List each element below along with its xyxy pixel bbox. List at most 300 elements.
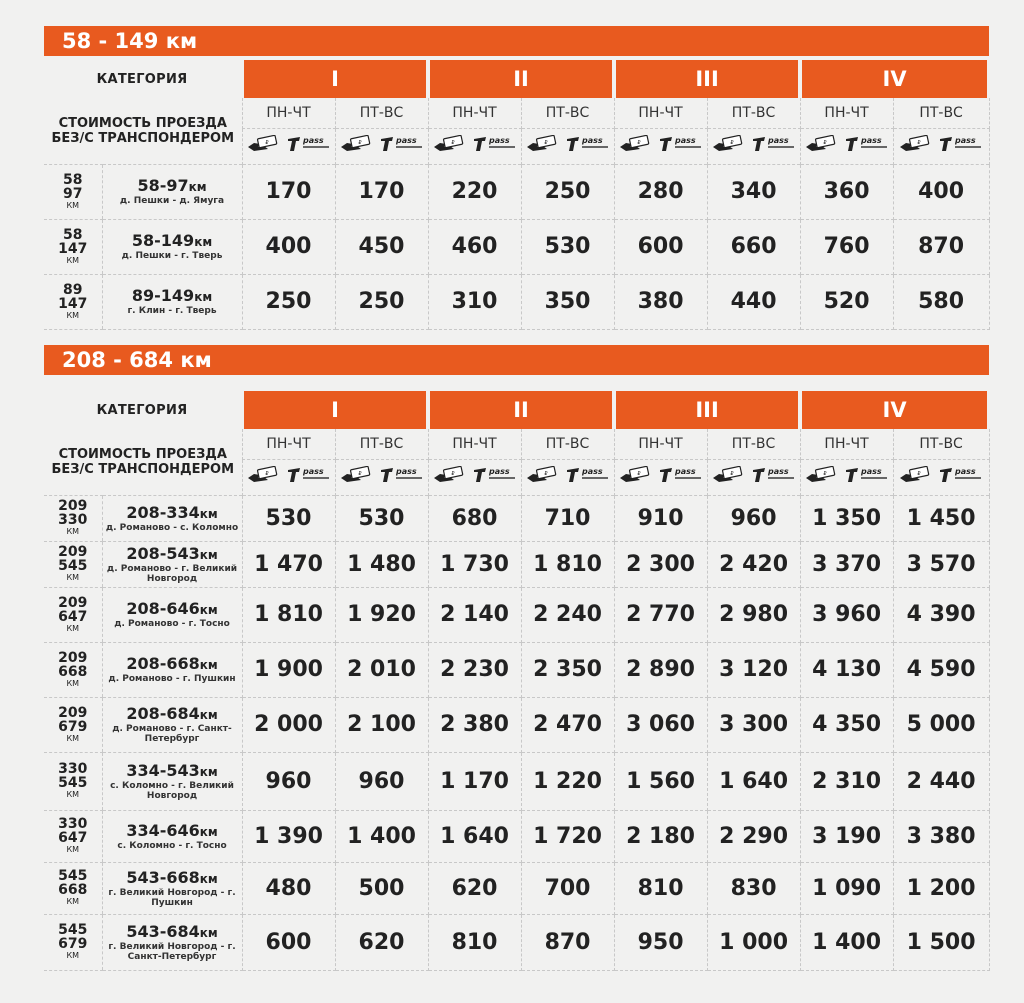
route-unit: км — [199, 708, 218, 722]
svg-text:pass: pass — [581, 467, 603, 476]
route-unit: км — [199, 506, 218, 521]
transponder-icon — [938, 135, 984, 157]
svg-text:₽: ₽ — [357, 471, 362, 477]
svg-text:₽: ₽ — [822, 471, 827, 477]
route-cell — [102, 697, 242, 752]
price-cell: 5 000 — [893, 697, 989, 752]
day-range-label: ПТ-ВС — [521, 429, 614, 459]
svg-text:₽: ₽ — [264, 140, 269, 146]
price-cell: 2 140 — [428, 587, 521, 642]
km-to: 545 — [58, 558, 88, 574]
route-range: 208-646 — [126, 599, 200, 618]
tariff-row — [44, 495, 989, 541]
route-cell — [102, 752, 242, 810]
svg-text:₽: ₽ — [636, 471, 641, 477]
price-cell: 1 500 — [893, 914, 989, 970]
category-header: IV — [800, 391, 989, 429]
price-cell: 1 560 — [614, 752, 707, 810]
svg-text:pass: pass — [767, 136, 789, 145]
price-cell: 2 470 — [521, 697, 614, 752]
price-cell: 530 — [335, 495, 428, 541]
route-description: д. Пешки - д. Ямуга — [119, 196, 225, 206]
cash-payment-icon — [898, 135, 932, 157]
price-cell: 530 — [521, 219, 614, 274]
cash-payment-icon — [711, 466, 745, 488]
price-cell: 450 — [335, 219, 428, 274]
price-cell: 2 310 — [800, 752, 893, 810]
svg-text:₽: ₽ — [264, 471, 269, 477]
route-cell — [102, 495, 242, 541]
price-cell: 810 — [614, 862, 707, 914]
payment-methods — [428, 128, 521, 164]
price-cell: 170 — [335, 164, 428, 219]
km-marker — [44, 697, 102, 752]
route-cell — [102, 642, 242, 697]
price-cell: 620 — [428, 862, 521, 914]
km-to: 147 — [58, 295, 88, 312]
price-cell: 580 — [893, 274, 989, 329]
km-from: 209 — [58, 498, 88, 514]
price-cell: 530 — [242, 495, 335, 541]
category-label: КАТЕГОРИЯ — [96, 71, 188, 87]
route-description: д. Пешки - г. Тверь — [121, 251, 223, 261]
transponder-icon — [751, 466, 797, 488]
price-cell: 3 380 — [893, 810, 989, 862]
km-from: 58 — [63, 226, 83, 243]
svg-text:₽: ₽ — [450, 471, 455, 477]
category-header: III — [614, 391, 800, 429]
price-cell: 710 — [521, 495, 614, 541]
payment-methods — [893, 128, 989, 164]
price-cell: 460 — [428, 219, 521, 274]
svg-text:₽: ₽ — [729, 140, 734, 146]
category-header: II — [428, 391, 614, 429]
tariff-row — [44, 752, 989, 810]
price-cell: 2 890 — [614, 642, 707, 697]
cash-payment-icon — [525, 466, 559, 488]
day-range-label: ПТ-ВС — [521, 98, 614, 128]
transponder-icon — [379, 135, 425, 157]
route-range: 89-149 — [131, 286, 195, 305]
payment-methods — [707, 128, 800, 164]
price-cell: 680 — [428, 495, 521, 541]
day-range-label: ПТ-ВС — [335, 98, 428, 128]
category-label: КАТЕГОРИЯ — [96, 402, 188, 418]
price-cell: 4 350 — [800, 697, 893, 752]
price-cell: 1 450 — [893, 495, 989, 541]
transponder-icon — [286, 466, 332, 488]
price-cell: 3 120 — [707, 642, 800, 697]
svg-text:pass: pass — [488, 136, 510, 145]
price-cell: 1 720 — [521, 810, 614, 862]
price-cell: 520 — [800, 274, 893, 329]
category-header: I — [242, 391, 428, 429]
price-cell: 480 — [242, 862, 335, 914]
cost-label: СТОИМОСТЬ ПРОЕЗДА БЕЗ/С ТРАНСПОНДЕРОМ — [51, 446, 235, 477]
route-range: 543-668 — [126, 867, 200, 887]
km-marker — [44, 219, 102, 274]
km-to: 679 — [58, 936, 88, 952]
km-marker — [44, 810, 102, 862]
transponder-icon — [379, 466, 425, 488]
km-from: 330 — [58, 816, 88, 832]
route-unit: км — [199, 925, 218, 940]
transponder-icon — [658, 135, 704, 157]
fare-table — [44, 60, 991, 330]
price-cell: 950 — [614, 914, 707, 970]
price-cell: 3 570 — [893, 541, 989, 587]
km-marker — [44, 752, 102, 810]
price-cell: 310 — [428, 274, 521, 329]
km-marker — [44, 495, 102, 541]
cash-payment-icon — [525, 135, 559, 157]
payment-methods — [521, 128, 614, 164]
km-marker — [44, 862, 102, 914]
price-cell: 4 130 — [800, 642, 893, 697]
tariff-row — [44, 164, 989, 219]
price-cell: 170 — [242, 164, 335, 219]
transponder-icon — [751, 135, 797, 157]
route-description: д. Романово - с. Коломно — [105, 522, 239, 533]
svg-text:pass: pass — [860, 136, 882, 145]
price-cell: 600 — [242, 914, 335, 970]
km-to: 668 — [58, 882, 88, 898]
category-header: III — [614, 60, 800, 98]
price-cell: 2 980 — [707, 587, 800, 642]
svg-text:pass: pass — [955, 467, 976, 476]
price-cell: 2 180 — [614, 810, 707, 862]
km-to: 679 — [58, 718, 88, 735]
payment-methods — [614, 459, 707, 495]
price-cell: 1 350 — [800, 495, 893, 541]
km-marker — [44, 914, 102, 970]
route-range: 208-684 — [126, 704, 200, 723]
price-cell: 340 — [707, 164, 800, 219]
route-unit: км — [199, 871, 218, 886]
km-from: 209 — [58, 594, 88, 611]
payment-methods — [707, 459, 800, 495]
svg-text:₽: ₽ — [543, 471, 548, 477]
section-title-bar: 58 - 149 км — [44, 26, 989, 56]
route-unit: км — [188, 180, 207, 194]
payment-methods — [800, 128, 893, 164]
km-to: 545 — [58, 775, 88, 791]
tariff-row — [44, 642, 989, 697]
price-cell: 1 480 — [335, 541, 428, 587]
km-from: 545 — [58, 868, 88, 884]
km-from: 209 — [58, 544, 88, 560]
km-from: 545 — [58, 922, 88, 938]
route-unit: км — [194, 290, 213, 304]
category-header: IV — [800, 60, 989, 98]
svg-text:₽: ₽ — [822, 140, 827, 146]
day-range-label: ПН-ЧТ — [242, 429, 335, 459]
km-unit: КМ — [66, 623, 80, 633]
tariff-row — [44, 862, 989, 914]
tariff-row — [44, 697, 989, 752]
cash-payment-icon — [339, 466, 373, 488]
price-cell: 250 — [242, 274, 335, 329]
price-cell: 2 300 — [614, 541, 707, 587]
price-cell: 2 770 — [614, 587, 707, 642]
route-range: 334-543 — [126, 760, 200, 780]
day-range-label: ПТ-ВС — [893, 98, 989, 128]
route-cell — [102, 914, 242, 970]
price-cell: 400 — [242, 219, 335, 274]
transponder-icon — [286, 135, 332, 157]
price-cell: 910 — [614, 495, 707, 541]
tariff-row — [44, 541, 989, 587]
route-description: д. Романово - г. Санкт-Петербург — [112, 724, 232, 744]
price-cell: 220 — [428, 164, 521, 219]
price-cell: 1 400 — [335, 810, 428, 862]
day-range-label: ПН-ЧТ — [614, 429, 707, 459]
cost-label: СТОИМОСТЬ ПРОЕЗДА БЕЗ/С ТРАНСПОНДЕРОМ — [51, 115, 235, 146]
day-range-label: ПН-ЧТ — [242, 98, 335, 128]
km-to: 647 — [58, 608, 88, 625]
svg-text:pass: pass — [302, 136, 324, 145]
route-cell — [102, 810, 242, 862]
payment-methods — [614, 128, 707, 164]
cash-payment-icon — [898, 466, 932, 488]
km-from: 330 — [58, 761, 88, 777]
route-description: с. Коломно - г. Великий Новгород — [110, 780, 234, 801]
price-cell: 1 900 — [242, 642, 335, 697]
transponder-icon — [844, 135, 890, 157]
route-cell — [102, 541, 242, 587]
price-cell: 1 810 — [242, 587, 335, 642]
category-header: II — [428, 60, 614, 98]
cash-payment-icon — [432, 135, 466, 157]
svg-text:₽: ₽ — [543, 140, 548, 146]
payment-methods — [242, 128, 335, 164]
price-cell: 1 220 — [521, 752, 614, 810]
day-range-label: ПН-ЧТ — [800, 98, 893, 128]
day-range-label: ПН-ЧТ — [800, 429, 893, 459]
km-unit: КМ — [66, 200, 80, 210]
tariff-row — [44, 587, 989, 642]
svg-text:pass: pass — [395, 136, 417, 145]
route-cell — [102, 274, 242, 329]
route-cell — [102, 862, 242, 914]
payment-methods — [521, 459, 614, 495]
day-range-label: ПН-ЧТ — [428, 98, 521, 128]
price-cell: 870 — [521, 914, 614, 970]
price-cell: 2 000 — [242, 697, 335, 752]
cash-payment-icon — [618, 466, 652, 488]
route-cell — [102, 587, 242, 642]
price-cell: 2 230 — [428, 642, 521, 697]
route-description: г. Великий Новгород - г. Пушкин — [108, 887, 236, 908]
cash-payment-icon — [804, 466, 838, 488]
svg-text:pass: pass — [488, 467, 510, 476]
km-unit: КМ — [66, 527, 80, 536]
price-cell: 960 — [242, 752, 335, 810]
svg-text:pass: pass — [674, 136, 696, 145]
price-cell: 350 — [521, 274, 614, 329]
price-cell: 3 960 — [800, 587, 893, 642]
km-unit: КМ — [66, 951, 80, 960]
day-range-label: ПН-ЧТ — [614, 98, 707, 128]
transponder-icon — [472, 135, 518, 157]
payment-methods — [335, 128, 428, 164]
svg-text:₽: ₽ — [917, 140, 921, 146]
km-unit: КМ — [66, 790, 80, 799]
route-description: д. Романово - г. Пушкин — [108, 674, 236, 684]
price-cell: 3 190 — [800, 810, 893, 862]
price-cell: 870 — [893, 219, 989, 274]
svg-text:pass: pass — [767, 467, 789, 476]
svg-text:₽: ₽ — [917, 471, 921, 477]
price-cell: 280 — [614, 164, 707, 219]
route-range: 208-334 — [126, 502, 200, 522]
route-description: д. Романово - г. Великий Новгород — [106, 563, 238, 584]
svg-text:pass: pass — [860, 467, 882, 476]
price-cell: 4 390 — [893, 587, 989, 642]
route-unit: км — [199, 764, 218, 779]
km-from: 89 — [63, 281, 83, 298]
route-description: г. Клин - г. Тверь — [127, 306, 217, 316]
km-marker — [44, 274, 102, 329]
transponder-icon — [565, 135, 611, 157]
price-cell: 600 — [614, 219, 707, 274]
price-cell: 3 370 — [800, 541, 893, 587]
route-range: 543-684 — [126, 921, 200, 941]
route-range: 58-149 — [131, 231, 195, 250]
category-header: I — [242, 60, 428, 98]
price-cell: 830 — [707, 862, 800, 914]
price-cell: 2 010 — [335, 642, 428, 697]
tariff-row — [44, 219, 989, 274]
price-cell: 4 590 — [893, 642, 989, 697]
route-description: г. Великий Новгород - г. Санкт-Петербург — [108, 941, 236, 962]
price-cell: 1 730 — [428, 541, 521, 587]
svg-text:₽: ₽ — [357, 140, 362, 146]
price-cell: 2 420 — [707, 541, 800, 587]
cash-payment-icon — [246, 466, 280, 488]
route-range: 208-543 — [126, 543, 200, 563]
day-range-label: ПТ-ВС — [707, 98, 800, 128]
price-cell: 1 920 — [335, 587, 428, 642]
payment-methods — [242, 459, 335, 495]
transponder-icon — [472, 466, 518, 488]
transponder-icon — [844, 466, 890, 488]
price-cell: 1 640 — [707, 752, 800, 810]
cash-payment-icon — [246, 135, 280, 157]
cash-payment-icon — [432, 466, 466, 488]
cash-payment-icon — [339, 135, 373, 157]
route-range: 58-97 — [137, 176, 189, 195]
route-unit: км — [199, 658, 218, 672]
price-cell: 960 — [335, 752, 428, 810]
price-cell: 500 — [335, 862, 428, 914]
km-from: 209 — [58, 649, 88, 666]
svg-text:₽: ₽ — [450, 140, 455, 146]
svg-text:pass: pass — [395, 467, 417, 476]
km-unit: КМ — [66, 733, 80, 743]
price-cell: 400 — [893, 164, 989, 219]
price-cell: 3 300 — [707, 697, 800, 752]
transponder-icon — [658, 466, 704, 488]
price-cell: 2 350 — [521, 642, 614, 697]
price-cell: 1 000 — [707, 914, 800, 970]
price-cell: 700 — [521, 862, 614, 914]
fare-table — [44, 391, 991, 971]
price-cell: 620 — [335, 914, 428, 970]
tariff-row — [44, 274, 989, 329]
km-marker — [44, 587, 102, 642]
svg-text:₽: ₽ — [729, 471, 734, 477]
transponder-icon — [938, 466, 984, 488]
price-cell: 2 240 — [521, 587, 614, 642]
price-cell: 660 — [707, 219, 800, 274]
km-to: 647 — [58, 830, 88, 846]
price-cell: 810 — [428, 914, 521, 970]
svg-text:pass: pass — [302, 467, 324, 476]
price-cell: 960 — [707, 495, 800, 541]
route-description: с. Коломно - г. Тосно — [117, 840, 227, 851]
route-description: д. Романово - г. Тосно — [114, 619, 230, 629]
tariff-row — [44, 810, 989, 862]
payment-methods — [335, 459, 428, 495]
price-cell: 250 — [335, 274, 428, 329]
route-cell — [102, 164, 242, 219]
km-to: 97 — [63, 185, 83, 202]
km-unit: КМ — [66, 573, 80, 582]
day-range-label: ПН-ЧТ — [428, 429, 521, 459]
day-range-label: ПТ-ВС — [335, 429, 428, 459]
price-cell: 1 640 — [428, 810, 521, 862]
cash-payment-icon — [618, 135, 652, 157]
km-from: 209 — [58, 704, 88, 721]
price-cell: 440 — [707, 274, 800, 329]
route-unit: км — [194, 235, 213, 249]
payment-methods — [893, 459, 989, 495]
price-cell: 2 440 — [893, 752, 989, 810]
route-unit: км — [199, 603, 218, 617]
km-unit: КМ — [66, 255, 80, 265]
day-range-label: ПТ-ВС — [893, 429, 989, 459]
price-cell: 1 090 — [800, 862, 893, 914]
km-unit: КМ — [66, 845, 80, 854]
price-cell: 1 390 — [242, 810, 335, 862]
price-cell: 1 200 — [893, 862, 989, 914]
route-range: 208-668 — [126, 654, 200, 673]
section-title-bar: 208 - 684 км — [44, 345, 989, 375]
price-cell: 2 100 — [335, 697, 428, 752]
day-range-label: ПТ-ВС — [707, 429, 800, 459]
km-marker — [44, 642, 102, 697]
price-cell: 2 290 — [707, 810, 800, 862]
km-unit: КМ — [66, 897, 80, 906]
transponder-icon — [565, 466, 611, 488]
price-cell: 2 380 — [428, 697, 521, 752]
payment-methods — [800, 459, 893, 495]
route-unit: км — [199, 824, 218, 839]
km-to: 330 — [58, 512, 88, 528]
svg-text:₽: ₽ — [636, 140, 641, 146]
price-cell: 1 400 — [800, 914, 893, 970]
km-unit: КМ — [66, 310, 80, 320]
tariff-row — [44, 914, 989, 970]
price-cell: 3 060 — [614, 697, 707, 752]
route-unit: км — [199, 547, 218, 562]
price-cell: 760 — [800, 219, 893, 274]
route-range: 334-646 — [126, 820, 200, 840]
price-cell: 1 470 — [242, 541, 335, 587]
km-from: 58 — [63, 171, 83, 188]
price-cell: 1 810 — [521, 541, 614, 587]
